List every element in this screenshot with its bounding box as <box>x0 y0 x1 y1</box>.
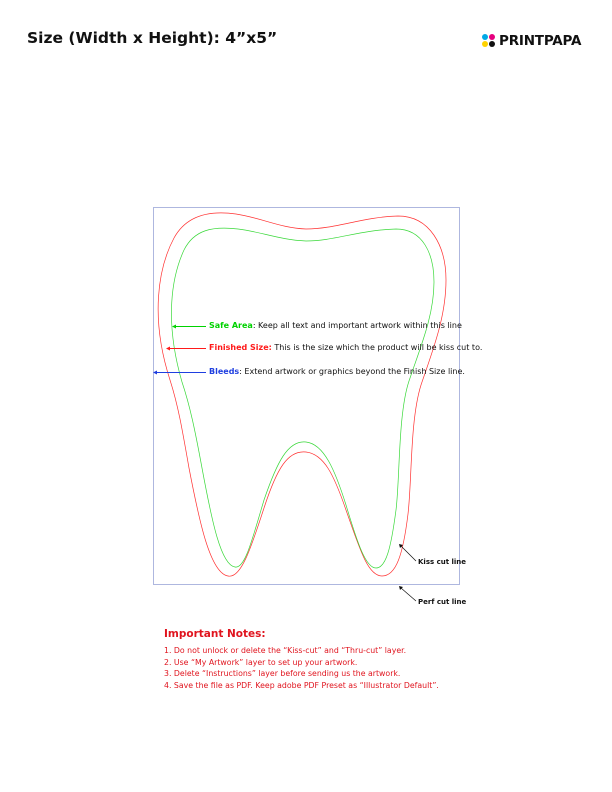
logo-text: PRINTPAPA <box>499 33 582 49</box>
bleeds-text: : Extend artwork or graphics beyond the Finish Size line. <box>239 367 465 376</box>
page-title: Size (Width x Height): 4”x5” <box>27 29 278 47</box>
perf-cut-label: Perf cut line <box>418 598 467 606</box>
safe-area-key: Safe Area <box>209 321 253 330</box>
safe-area-line <box>171 228 434 568</box>
finished-size-arrow <box>166 347 206 351</box>
note-item: 3. Delete “Instructions” layer before sending us the artwork. <box>164 669 401 678</box>
notes-list <box>164 645 439 691</box>
bleeds-key: Bleeds <box>209 367 240 376</box>
finished-size-text: This is the size which the product will be kiss cut to. <box>271 343 483 352</box>
note-item: 4. Save the file as PDF. Keep adobe PDF Preset as “Illustrator Default”. <box>164 680 439 690</box>
kiss-cut-leader <box>399 544 416 561</box>
note-item: 1. Do not unlock or delete the “Kiss-cut” and “Thru-cut” layer. <box>164 646 407 655</box>
bleeds-annotation <box>209 367 465 377</box>
finished-size-key: Finished Size: <box>209 343 272 352</box>
notes-title: Important Notes: <box>164 628 266 640</box>
note-item: 2. Use “My Artwork” layer to set up your artwork. <box>164 657 358 667</box>
kiss-cut-label: Kiss cut line <box>418 558 467 566</box>
important-notes <box>164 628 439 691</box>
safe-area-text: : Keep all text and important artwork within this line <box>252 321 462 330</box>
finished-size-line <box>158 213 446 576</box>
safe-area-arrow <box>172 325 206 329</box>
finished-size-annotation <box>209 343 482 353</box>
bleed-line <box>154 208 460 585</box>
perf-cut-leader <box>399 586 416 601</box>
safe-area-annotation <box>209 321 462 331</box>
